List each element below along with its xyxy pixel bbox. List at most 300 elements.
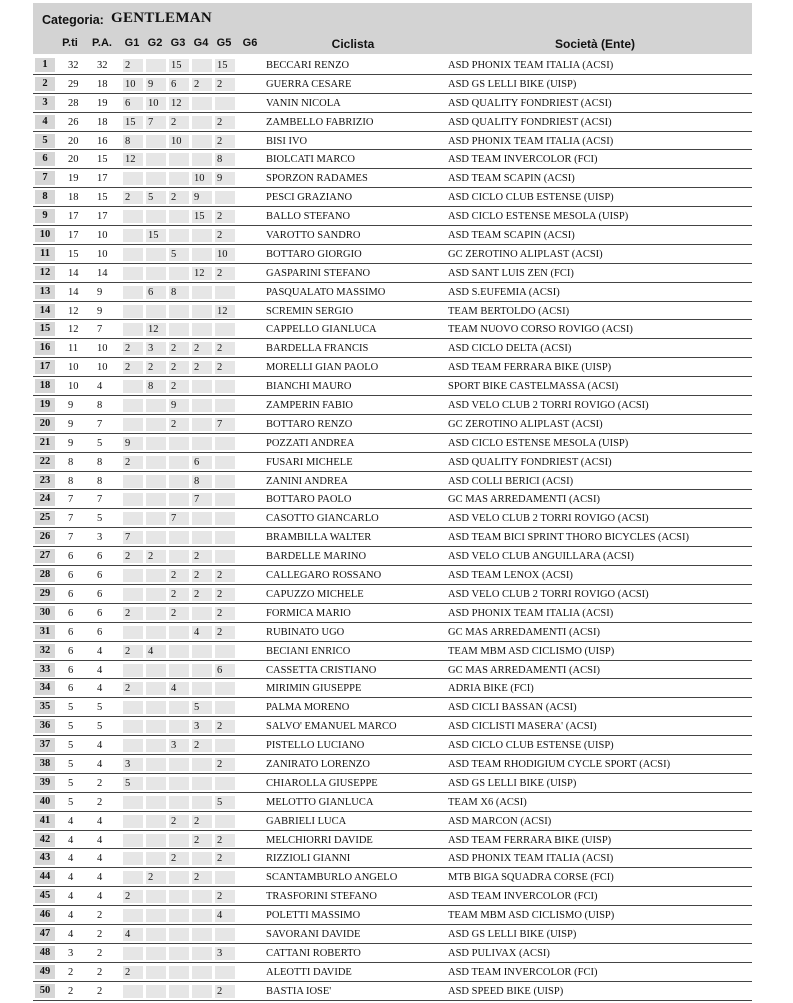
pa-cell: 10 [97, 230, 108, 242]
stage-cell-bg [192, 645, 212, 658]
table-row [33, 472, 752, 491]
rider-team: TEAM X6 (ACSI) [448, 796, 527, 808]
stage-g1-cell: 9 [125, 437, 131, 449]
stage-cell-bg [215, 437, 235, 450]
stage-cell-bg [146, 626, 166, 639]
points-cell: 5 [68, 758, 74, 770]
stage-cell-bg [192, 97, 212, 110]
rider-name: RUBINATO UGO [266, 626, 345, 638]
table-row [33, 132, 752, 151]
stage-cell-bg [192, 229, 212, 242]
rank-cell: 24 [35, 492, 55, 506]
stage-g5-cell: 2 [217, 588, 223, 600]
stage-cell-bg [192, 777, 212, 790]
points-cell: 17 [68, 230, 79, 242]
pa-cell: 6 [97, 607, 103, 619]
stage-g5-cell: 2 [217, 607, 223, 619]
rank-cell: 48 [35, 946, 55, 960]
stage-cell-bg [146, 834, 166, 847]
table-row [33, 585, 752, 604]
stage-cell-bg [169, 701, 189, 714]
rider-name: TRASFORINI STEFANO [266, 891, 377, 903]
rank-cell: 20 [35, 417, 55, 431]
stage-g2-cell: 10 [148, 97, 159, 109]
stage-cell-bg [192, 59, 212, 72]
stage-cell-bg [123, 815, 143, 828]
stage-g5-cell: 2 [217, 362, 223, 374]
rank-cell: 13 [35, 285, 55, 299]
pa-cell: 4 [97, 834, 103, 846]
rider-name: BARDELLA FRANCIS [266, 343, 369, 355]
stage-g5-cell: 2 [217, 78, 223, 90]
stage-cell-bg [169, 437, 189, 450]
stage-cell-bg [146, 607, 166, 620]
stage-cell-bg [169, 758, 189, 771]
stage-g5-cell: 2 [217, 230, 223, 242]
rank-cell: 16 [35, 341, 55, 355]
rank-cell: 25 [35, 511, 55, 525]
stage-cell-bg [123, 569, 143, 582]
stage-g2-cell: 12 [148, 324, 159, 336]
rank-cell: 19 [35, 398, 55, 412]
table-row [33, 358, 752, 377]
rank-cell: 45 [35, 889, 55, 903]
rank-cell: 37 [35, 738, 55, 752]
points-cell: 8 [68, 475, 74, 487]
table-row [33, 415, 752, 434]
rider-team: ASD GS LELLI BIKE (UISP) [448, 928, 577, 940]
stage-cell-bg [146, 135, 166, 148]
pa-cell: 32 [97, 60, 108, 71]
stage-g3-cell: 2 [171, 381, 177, 393]
rider-name: CATTANI ROBERTO [266, 947, 361, 959]
rider-team: ASD PULIVAX (ACSI) [448, 947, 550, 959]
stage-g4-cell: 12 [194, 267, 205, 279]
stage-g4-cell: 2 [194, 343, 200, 355]
stage-g5-cell: 4 [217, 910, 223, 922]
stage-g2-cell: 8 [148, 381, 154, 393]
rider-team: ASD CICLI BASSAN (ACSI) [448, 702, 577, 714]
stage-cell-bg [192, 305, 212, 318]
category-value: GENTLEMAN [111, 10, 213, 26]
rider-team: GC MAS ARREDAMENTI (ACSI) [448, 626, 600, 638]
table-row [33, 566, 752, 585]
stage-g5-cell: 7 [217, 418, 223, 430]
points-cell: 5 [68, 777, 74, 789]
table-row [33, 717, 752, 736]
points-cell: 7 [68, 532, 74, 544]
stage-g1-cell: 2 [125, 192, 131, 204]
stage-g3-cell: 2 [171, 853, 177, 865]
stage-g5-cell: 2 [217, 211, 223, 223]
rank-cell: 3 [35, 96, 55, 110]
pa-cell: 6 [97, 626, 103, 638]
stage-g2-cell: 3 [148, 343, 154, 355]
stage-g4-cell: 2 [194, 551, 200, 563]
stage-g3-cell: 2 [171, 570, 177, 582]
stage-g1-cell: 2 [125, 645, 131, 657]
pa-cell: 7 [97, 324, 103, 336]
points-cell: 4 [68, 853, 74, 865]
rider-name: ZANIRATO LORENZO [266, 758, 370, 770]
stage-cell-bg [123, 947, 143, 960]
stage-g4-cell: 2 [194, 78, 200, 90]
stage-g3-cell: 2 [171, 607, 177, 619]
rider-name: PESCI GRAZIANO [266, 192, 353, 204]
stage-g5-cell: 8 [217, 154, 223, 166]
rider-team: GC ZEROTINO ALIPLAST (ACSI) [448, 418, 603, 430]
pa-cell: 2 [97, 796, 103, 808]
points-cell: 12 [68, 324, 79, 336]
rank-cell: 6 [35, 152, 55, 166]
rank-cell: 22 [35, 455, 55, 469]
stage-g3-cell: 2 [171, 192, 177, 204]
rank-cell: 15 [35, 322, 55, 336]
table-row [33, 887, 752, 906]
stage-cell-bg [215, 399, 235, 412]
stage-g3-cell: 2 [171, 588, 177, 600]
stage-cell-bg [146, 588, 166, 601]
stage-cell-bg [146, 777, 166, 790]
pa-cell: 6 [97, 588, 103, 600]
rider-name: MELOTTO GIANLUCA [266, 796, 374, 808]
rider-name: GASPARINI STEFANO [266, 267, 371, 279]
stage-cell-bg [215, 456, 235, 469]
rider-team: ASD COLLI BERICI (ACSI) [448, 475, 574, 487]
points-cell: 12 [68, 305, 79, 317]
rank-cell: 5 [35, 134, 55, 148]
rider-name: BIANCHI MAURO [266, 381, 352, 393]
rider-team: ASD SPEED BIKE (UISP) [448, 985, 564, 997]
pa-cell: 4 [97, 664, 103, 676]
rider-team: ASD CICLO CLUB ESTENSE (UISP) [448, 740, 614, 752]
stage-g4-cell: 15 [194, 211, 205, 223]
rider-name: SPORZON RADAMES [266, 173, 368, 185]
stage-g4-cell: 5 [194, 702, 200, 714]
stage-g5-cell: 12 [217, 305, 228, 317]
stage-g4-cell: 2 [194, 872, 200, 884]
stage-cell-bg [146, 512, 166, 525]
pa-cell: 4 [97, 758, 103, 770]
pa-cell: 8 [97, 475, 103, 487]
rider-team: SPORT BIKE CASTELMASSA (ACSI) [448, 381, 619, 393]
stage-cell-bg [123, 248, 143, 261]
rider-team: ADRIA BIKE (FCI) [448, 683, 534, 695]
table-row [33, 755, 752, 774]
rank-cell: 8 [35, 190, 55, 204]
stage-g5-cell: 2 [217, 343, 223, 355]
stage-g3-cell: 12 [171, 97, 182, 109]
stage-cell-bg [192, 286, 212, 299]
stage-cell-bg [192, 852, 212, 865]
stage-cell-bg [146, 909, 166, 922]
stage-cell-bg [146, 153, 166, 166]
rider-team: TEAM MBM ASD CICLISMO (UISP) [448, 645, 615, 657]
rank-cell: 26 [35, 530, 55, 544]
stage-cell-bg [146, 739, 166, 752]
points-cell: 11 [68, 343, 79, 355]
points-cell: 4 [68, 910, 74, 922]
rank-cell: 2 [35, 77, 55, 91]
rider-team: ASD VELO CLUB 2 TORRI ROVIGO (ACSI) [448, 588, 649, 600]
table-row [33, 207, 752, 226]
rider-team: TEAM BERTOLDO (ACSI) [448, 305, 570, 317]
pa-cell: 7 [97, 494, 103, 506]
stage-cell-bg [169, 645, 189, 658]
rider-team: ASD VELO CLUB 2 TORRI ROVIGO (ACSI) [448, 513, 649, 525]
pa-cell: 10 [97, 343, 108, 355]
stage-g5-cell: 2 [217, 116, 223, 128]
stage-cell-bg [146, 701, 166, 714]
rank-cell: 34 [35, 681, 55, 695]
rider-name: GUERRA CESARE [266, 78, 352, 90]
stage-g2-cell: 2 [148, 872, 154, 884]
table-row [33, 906, 752, 925]
stage-g4-cell: 3 [194, 721, 200, 733]
rank-cell: 38 [35, 757, 55, 771]
table-row [33, 849, 752, 868]
points-cell: 28 [68, 97, 79, 109]
stage-cell-bg [192, 399, 212, 412]
table-row [33, 982, 752, 1001]
stage-cell-bg [146, 248, 166, 261]
rider-name: SCANTAMBURLO ANGELO [266, 872, 398, 884]
points-cell: 6 [68, 645, 74, 657]
stage-cell-bg [146, 720, 166, 733]
stage-cell-bg [123, 493, 143, 506]
stage-g5-cell: 2 [217, 267, 223, 279]
stage-g1-cell: 4 [125, 928, 131, 940]
stage-g3-cell: 2 [171, 815, 177, 827]
rank-cell: 18 [35, 379, 55, 393]
stage-g4-cell: 4 [194, 626, 200, 638]
rider-name: CASOTTO GIANCARLO [266, 513, 379, 525]
stage-cell-bg [215, 777, 235, 790]
stage-g5-cell: 2 [217, 758, 223, 770]
stage-cell-bg [192, 928, 212, 941]
rider-team: ASD PHONIX TEAM ITALIA (ACSI) [448, 607, 614, 619]
stage-g4-cell: 2 [194, 588, 200, 600]
points-cell: 20 [68, 135, 79, 147]
table-row [33, 226, 752, 245]
stage-cell-bg [123, 267, 143, 280]
rank-cell: 12 [35, 266, 55, 280]
stage-cell-bg [215, 739, 235, 752]
stage-cell-bg [146, 456, 166, 469]
pa-cell: 14 [97, 267, 108, 279]
stage-cell-bg [215, 493, 235, 506]
points-cell: 9 [68, 400, 74, 412]
pa-cell: 2 [97, 777, 103, 789]
rank-cell: 11 [35, 247, 55, 261]
stage-cell-bg [146, 852, 166, 865]
stage-cell-bg [169, 966, 189, 979]
stage-cell-bg [123, 380, 143, 393]
rider-team: ASD TEAM INVERCOLOR (FCI) [448, 966, 598, 978]
stage-cell-bg [215, 550, 235, 563]
stage-g3-cell: 10 [171, 135, 182, 147]
points-cell: 14 [68, 267, 79, 279]
stage-g3-cell: 15 [171, 60, 182, 71]
stage-g5-cell: 2 [217, 853, 223, 865]
rank-cell: 33 [35, 663, 55, 677]
points-cell: 6 [68, 588, 74, 600]
rider-name: FORMICA MARIO [266, 607, 351, 619]
stage-g4-cell: 6 [194, 456, 200, 468]
stage-cell-bg [146, 890, 166, 903]
rank-cell: 47 [35, 927, 55, 941]
table-row [33, 56, 752, 75]
stage-cell-bg [123, 626, 143, 639]
table-row [33, 150, 752, 169]
stage-cell-bg [146, 475, 166, 488]
stage-g3-cell: 2 [171, 343, 177, 355]
rider-name: MELCHIORRI DAVIDE [266, 834, 373, 846]
stage-cell-bg [123, 909, 143, 922]
pa-cell: 5 [97, 702, 103, 714]
pa-cell: 4 [97, 853, 103, 865]
pa-cell: 2 [97, 910, 103, 922]
pa-cell: 5 [97, 721, 103, 733]
rider-name: CHIAROLLA GIUSEPPE [266, 777, 378, 789]
rider-team: ASD QUALITY FONDRIEST (ACSI) [448, 97, 612, 109]
points-cell: 6 [68, 570, 74, 582]
stage-g4-cell: 8 [194, 475, 200, 487]
table-row [33, 396, 752, 415]
stage-cell-bg [123, 305, 143, 318]
stage-g5-cell: 2 [217, 721, 223, 733]
pa-cell: 10 [97, 362, 108, 374]
pa-cell: 8 [97, 456, 103, 468]
stage-g5-cell: 2 [217, 985, 223, 997]
rider-name: PASQUALATO MASSIMO [266, 286, 386, 298]
stage-cell-bg [215, 97, 235, 110]
pa-cell: 17 [97, 211, 108, 223]
points-cell: 4 [68, 891, 74, 903]
points-cell: 26 [68, 116, 79, 128]
stage-g5-cell: 15 [217, 60, 228, 71]
rider-name: PALMA MORENO [266, 702, 350, 714]
points-cell: 14 [68, 286, 79, 298]
rider-team: ASD PHONIX TEAM ITALIA (ACSI) [448, 853, 614, 865]
stage-cell-bg [169, 229, 189, 242]
stage-g5-cell: 2 [217, 570, 223, 582]
points-cell: 20 [68, 154, 79, 166]
stage-cell-bg [146, 305, 166, 318]
rank-cell: 30 [35, 606, 55, 620]
stage-cell-bg [215, 512, 235, 525]
pa-cell: 17 [97, 173, 108, 185]
rider-name: BISI IVO [266, 135, 308, 147]
stage-g5-cell: 3 [217, 947, 223, 959]
rider-name: PISTELLO LUCIANO [266, 740, 365, 752]
stage-g1-cell: 2 [125, 456, 131, 468]
rank-cell: 28 [35, 568, 55, 582]
stage-g3-cell: 4 [171, 683, 177, 695]
points-cell: 6 [68, 626, 74, 638]
table-row [33, 339, 752, 358]
stage-cell-bg [123, 418, 143, 431]
points-cell: 3 [68, 947, 74, 959]
points-cell: 19 [68, 173, 79, 185]
rank-cell: 43 [35, 851, 55, 865]
stage-cell-bg [192, 135, 212, 148]
table-row [33, 774, 752, 793]
stage-cell-bg [192, 966, 212, 979]
table-row [33, 75, 752, 94]
stage-g1-cell: 2 [125, 891, 131, 903]
rider-name: ZAMPERIN FABIO [266, 400, 354, 412]
table-row [33, 490, 752, 509]
rider-name: BIOLCATI MARCO [266, 154, 355, 166]
points-cell: 5 [68, 796, 74, 808]
rider-team: ASD VELO CLUB ANGUILLARA (ACSI) [448, 551, 634, 563]
rank-cell: 50 [35, 984, 55, 998]
rider-name: CAPUZZO MICHELE [266, 588, 364, 600]
stage-g2-cell: 9 [148, 78, 154, 90]
stage-g5-cell: 5 [217, 796, 223, 808]
stage-cell-bg [123, 834, 143, 847]
points-cell: 9 [68, 418, 74, 430]
stage-g2-cell: 4 [148, 645, 154, 657]
rider-team: ASD TEAM INVERCOLOR (FCI) [448, 154, 598, 166]
rider-team: ASD S.EUFEMIA (ACSI) [448, 286, 560, 298]
stage-cell-bg [169, 796, 189, 809]
stage-cell-bg [169, 550, 189, 563]
table-row [33, 528, 752, 547]
stage-cell-bg [169, 947, 189, 960]
stage-cell-bg [123, 286, 143, 299]
stage-cell-bg [146, 493, 166, 506]
rider-name: BARDELLE MARINO [266, 551, 367, 563]
stage-g1-cell: 2 [125, 60, 131, 71]
stage-cell-bg [192, 682, 212, 695]
rank-cell: 4 [35, 115, 55, 129]
stage-cell-bg [169, 985, 189, 998]
stage-cell-bg [215, 475, 235, 488]
rider-name: VANIN NICOLA [266, 97, 341, 109]
points-cell: 5 [68, 702, 74, 714]
rank-cell: 39 [35, 776, 55, 790]
pa-cell: 18 [97, 116, 108, 128]
rider-name: FUSARI MICHELE [266, 456, 353, 468]
stage-g5-cell: 2 [217, 135, 223, 147]
rider-team: TEAM MBM ASD CICLISMO (UISP) [448, 910, 615, 922]
rider-name: MORELLI GIAN PAOLO [266, 362, 379, 374]
pa-cell: 7 [97, 418, 103, 430]
stage-g3-cell: 5 [171, 248, 177, 260]
table-row [33, 925, 752, 944]
stage-cell-bg [123, 475, 143, 488]
stage-cell-bg [146, 758, 166, 771]
rider-name: BASTIA IOSE' [266, 985, 332, 997]
rank-cell: 27 [35, 549, 55, 563]
stage-g5-cell: 2 [217, 834, 223, 846]
rank-cell: 44 [35, 870, 55, 884]
stage-cell-bg [192, 796, 212, 809]
points-cell: 10 [68, 362, 79, 374]
rider-name: VAROTTO SANDRO [266, 230, 361, 242]
col-g1: G1 [124, 37, 140, 49]
points-cell: 2 [68, 985, 74, 997]
stage-cell-bg [215, 871, 235, 884]
table-row [33, 377, 752, 396]
rank-cell: 21 [35, 436, 55, 450]
rank-cell: 46 [35, 908, 55, 922]
stage-g2-cell: 6 [148, 286, 154, 298]
stage-g1-cell: 6 [125, 97, 131, 109]
table-row [33, 963, 752, 982]
